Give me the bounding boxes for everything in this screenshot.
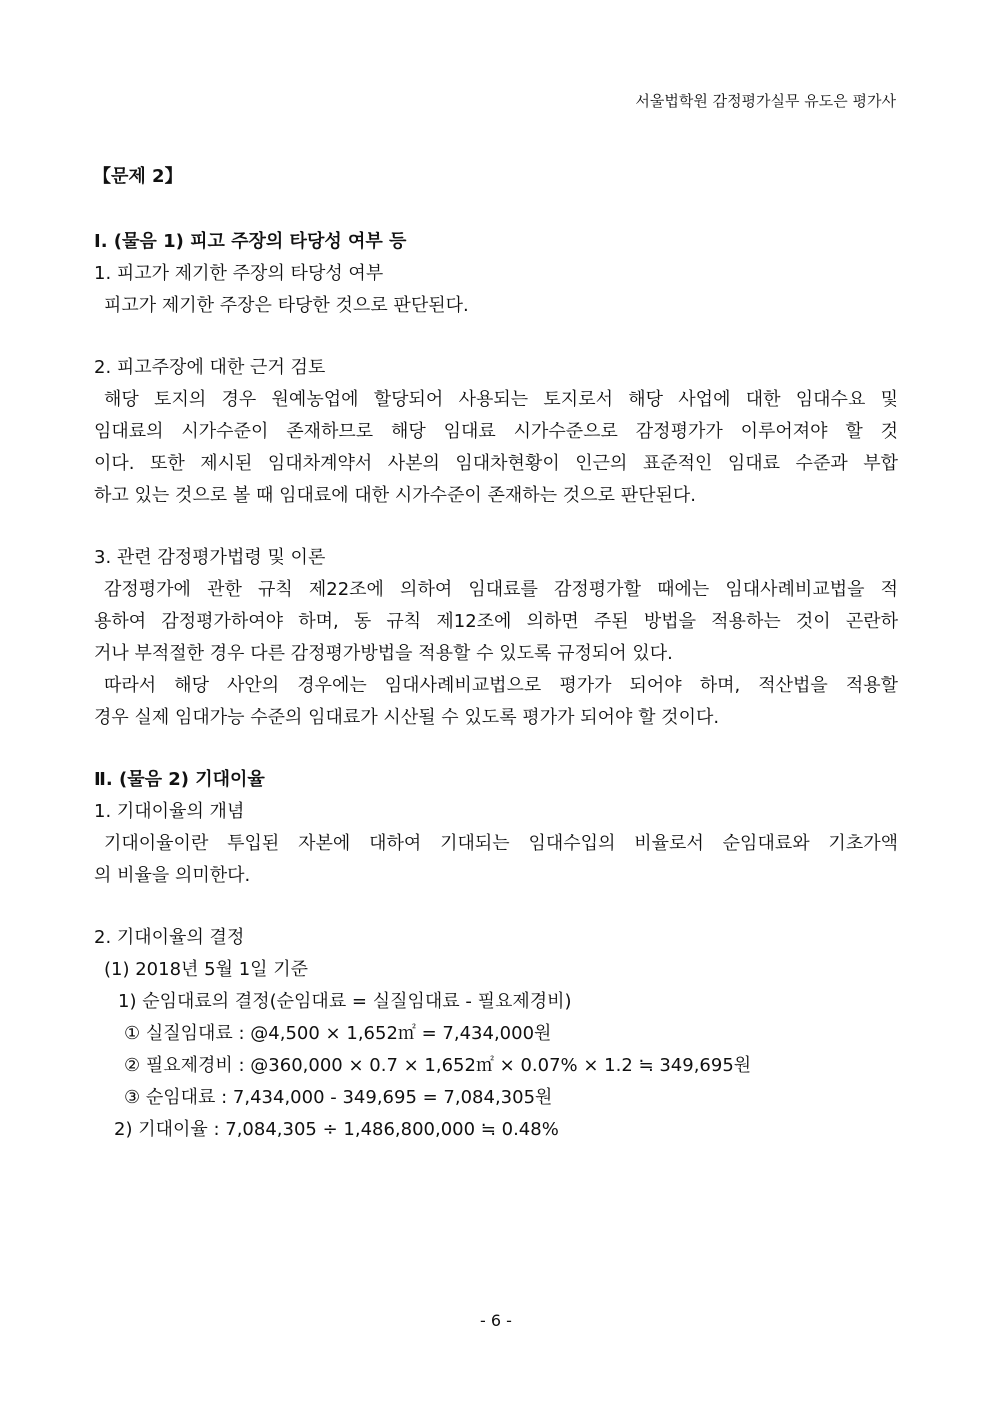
section-1-3-line: 용하여 감정평가하여야 하며, 동 규칙 제12조에 의하면 주된 방법을 적용하는 것이 곤란하 xyxy=(94,611,898,632)
section-1-3-line: 감정평가에 관한 규칙 제22조에 의하여 임대료를 감정평가할 때에는 임대사례비교법을 적 xyxy=(104,579,898,600)
section-2-1-line: 기대이율이란 투입된 자본에 대하여 기대되는 임대수입의 비율로서 순임대료와 기초가액 xyxy=(104,833,898,854)
problem-title: 【문제 2】 xyxy=(93,166,183,187)
section-1-3-line: 거나 부적절한 경우 다른 감정평가방법을 적용할 수 있도록 규정되어 있다. xyxy=(94,643,673,664)
spacer xyxy=(94,322,898,352)
section-1-3-line: 따라서 해당 사안의 경우에는 임대사례비교법으로 평가가 되어야 하며, 적산법을 적용할 xyxy=(104,675,898,696)
section-2-2-title: 2. 기대이율의 결정 xyxy=(94,927,245,948)
section-2-2-calc: ③ 순임대료 : 7,434,000 - 349,695 = 7,084,305원 xyxy=(124,1087,553,1108)
section-1-heading: Ⅰ. (물음 1) 피고 주장의 타당성 여부 등 xyxy=(94,231,407,252)
section-2-2-step: 2) 기대이율 : 7,084,305 ÷ 1,486,800,000 ≒ 0.48% xyxy=(114,1119,559,1140)
section-1-3-title: 3. 관련 감정평가법령 및 이론 xyxy=(94,547,326,568)
document-body xyxy=(94,226,898,1146)
section-1-1-title: 1. 피고가 제기한 주장의 타당성 여부 xyxy=(94,263,384,284)
section-1-2-title: 2. 피고주장에 대한 근거 검토 xyxy=(94,357,326,378)
page-number: - 6 - xyxy=(480,1311,512,1330)
section-1-1-body: 피고가 제기한 주장은 타당한 것으로 판단된다. xyxy=(104,295,469,316)
section-2-heading: Ⅱ. (물음 2) 기대이율 xyxy=(94,769,265,790)
section-1-2-line: 해당 토지의 경우 원예농업에 할당되어 사용되는 토지로서 해당 사업에 대한 임대수요 및 xyxy=(104,389,898,410)
spacer xyxy=(94,892,898,922)
section-1-2-line: 임대료의 시가수준이 존재하므로 해당 임대료 시가수준으로 감정평가가 이루어져야 할 것 xyxy=(94,421,898,442)
section-1-2-line: 이다. 또한 제시된 임대차계약서 사본의 임대차현황이 인근의 표준적인 임대료 수준과 부합 xyxy=(94,453,898,474)
section-2-2-calc: ① 실질임대료 : @4,500 × 1,652㎡ = 7,434,000원 xyxy=(124,1023,552,1044)
spacer xyxy=(94,734,898,764)
section-2-2-step: 1) 순임대료의 결정(순임대료 = 실질임대료 - 필요제경비) xyxy=(118,991,572,1012)
section-2-2-date: (1) 2018년 5월 1일 기준 xyxy=(104,959,309,980)
section-2-1-title: 1. 기대이율의 개념 xyxy=(94,801,245,822)
spacer xyxy=(94,512,898,542)
page-header: 서울법학원 감정평가실무 유도은 평가사 xyxy=(635,92,896,110)
section-2-1-line: 의 비율을 의미한다. xyxy=(94,865,251,886)
section-2-2-calc: ② 필요제경비 : @360,000 × 0.7 × 1,652㎡ × 0.07% × 1.2 ≒ 349,695원 xyxy=(124,1055,752,1076)
section-1-3-line: 경우 실제 임대가능 수준의 임대료가 시산될 수 있도록 평가가 되어야 할 것이다. xyxy=(94,707,720,728)
section-1-2-line: 하고 있는 것으로 볼 때 임대료에 대한 시가수준이 존재하는 것으로 판단된다. xyxy=(94,485,696,506)
